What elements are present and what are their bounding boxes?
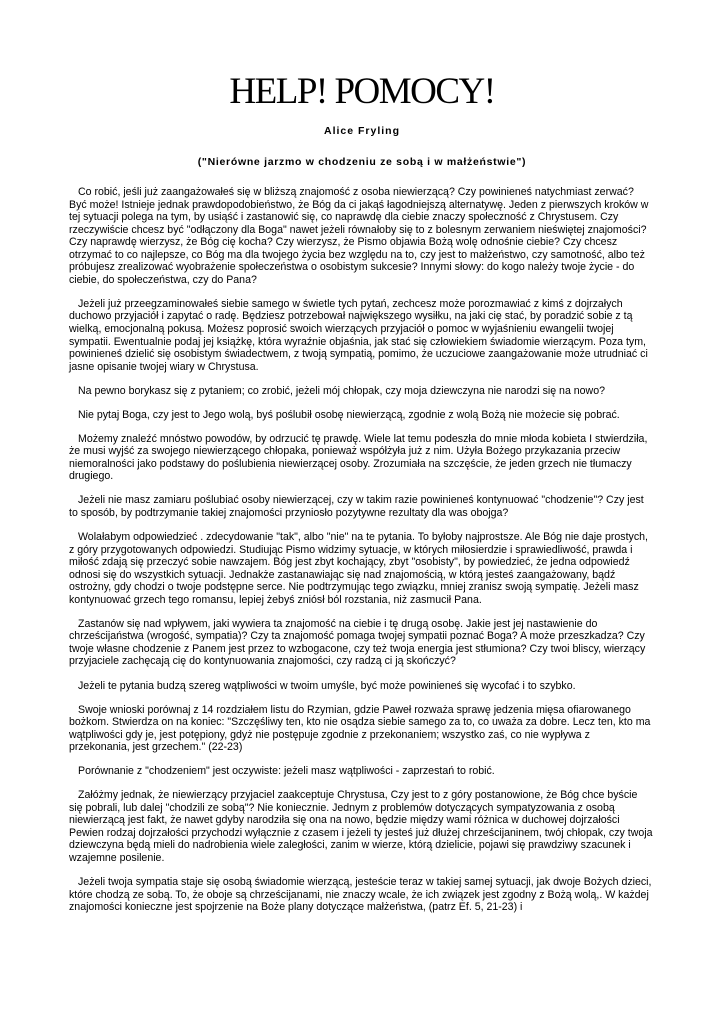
paragraph: Porównanie z "chodzeniem" jest oczywiste: jeżeli masz wątpliwości - zaprzestań to robić. [78,765,495,778]
paragraph: Wolałabym odpowiedzieć . zdecydowanie "tak", albo "nie" na te pytania. To byłoby najprostsze. Ale Bóg nie daje prostych, z góry przygotowanych odpowiedzi. Studiując Pismo widzimy sytuacje, w których miłosierdzie i sprawiedliwość, prawda i miłość zdają się przeczyć sobie nawzajem. Bóg jest zbyt kochający, zbyt "osobisty", by powiedzieć, że jedna odpowiedź odnosi się do wszystkich sytuacji. Jednakże zastanawiając się nad znajomością, w którą jesteś zaangażowany, bądź ostrożny, gdy chodzi o twoje podstępne serce. Nie podtrzymując tego związku, mniej zranisz swoją sympatię. Jeżeli masz kontynuować grzech tego romansu, lepiej żebyś zniósł ból rozstania, niż zasmucił Pana. [69,531,648,606]
paragraph: Nie pytaj Boga, czy jest to Jego wolą, byś poślubił osobę niewierzącą, zgodnie z wolą Bożą nie możecie się pobrać. [78,408,620,421]
paragraph: Jeżeli twoja sympatia staje się osobą świadomie wierzącą, jesteście teraz w takiej samej sytuacji, jak dwoje Bożych dzieci, które chodzą ze sobą. To, że oboje są chrześcijanami, nie znaczy wcale, że ich związek jest zgodny z Bożą wolą,. W każdej znajomości konieczne jest spojrzenie na Boże plany dotyczące małżeństwa, (patrz Ef. 5, 21-23) i [69,876,652,914]
paragraph: Na pewno borykasz się z pytaniem; co zrobić, jeżeli mój chłopak, czy moja dziewczyna nie narodzi się na nowo? [78,384,605,397]
paragraph: Co robić, jeśli już zaangażowałeś się w bliższą znajomość z osoba niewierzącą? Czy powinieneś natychmiast zerwać? Być może! Istnieje jednak prawdopodobieństwo, że Bóg da ci jakąś łagodniejszą alternatywę. Jeden z pierwszych kroków w tej sytuacji polega na tym, by usiąść i zastanowić się, co naprawdę dla ciebie znaczy społeczność z Chrystusem. Czy rzeczywiście chcesz być "odłączony dla Boga" nawet jeżeli równałoby się to z bolesnym zerwaniem nieświętej znajomości? Czy naprawdę wierzysz, że Bóg cię kocha? Czy wierzysz, że Pismo objawia Bożą wolę odnośnie ciebie? Czy chcesz otrzymać to co najlepsze, co Bóg ma dla twojego życia bez względu na to, czy jest to małżeństwo, czy samotność, albo też próbujesz zrealizować wyobrażenie społeczeństwa o osobistym sukcesie? Innymi słowy: do kogo należy twoje życie - do ciebie, do społeczeństwa, czy do Pana? [69,186,649,286]
document-title: HELP! POMOCY! [229,71,495,112]
document-subtitle: ("Nierówne jarzmo w chodzeniu ze sobą i w małżeństwie") [197,156,527,168]
paragraph: Swoje wnioski porównaj z 14 rozdziałem listu do Rzymian, gdzie Paweł rozważa sprawę jedzenia mięsa ofiarowanego bożkom. Stwierdza on na koniec: "Szczęśliwy ten, kto nie osądza siebie samego za to, co uważa za dobre. Lecz ten, kto ma wątpliwości gdy je, jest potępiony, gdyż nie postępuje zgodnie z przekonaniem; wszystko zaś, co nie wypływa z przekonania, jest grzechem." (22-23) [69,703,651,754]
paragraph: Jeżeli nie masz zamiaru poślubiać osoby niewierzącej, czy w takim razie powinieneś kontynuować "chodzenie"? Czy jest to sposób, by podtrzymanie takiej znajomości przyniosło pozytywne rezultaty dla was obojga? [69,494,644,519]
paragraph: Możemy znaleźć mnóstwo powodów, by odrzucić tę prawdę. Wiele lat temu podeszła do mnie młoda kobieta I stwierdziła, że musi wyjść za swojego niewierzącego chłopaka, ponieważ współżyła już z nim. Użyła Bożego przykazania przeciw niemoralności jako podstawy do poślubienia niewierzącej osoby. Zrozumiała na szczęście, że jeden grzech nie tłumaczy drugiego. [69,432,648,483]
paragraph: Jeżeli już przeegzaminowałeś siebie samego w świetle tych pytań, zechcesz może porozmawiać z kimś z dojrzałych duchowo przyjaciół i zapytać o radę. Będziesz potrzebował największego wysiłku, na jaki cię stać, by poradzić sobie z tą wielką, emocjonalną pokusą. Możesz poprosić swoich wierzących przyjaciół o pomoc w wyjaśnieniu ewangelii twojej sympatii. Ewentualnie podaj jej książkę, która wyraźnie objaśnia, jak stać się człowiekiem świadomie wierzącym. Poza tym, powinieneś dzielić się osobistym świadectwem, z twoją sympatią, pomimo, że uczuciowe zaangażowanie może utrudniać ci jasne opisanie twojej wiary w Chrystusa. [69,297,648,373]
paragraph: Załóżmy jednak, że niewierzący przyjaciel zaakceptuje Chrystusa, Czy jest to z góry postanowione, że Bóg chce byście się pobrali, lub dalej "chodzili ze sobą"? Nie koniecznie. Jednym z problemów dotyczących sympatyzowania z osobą niewierzącą jest fakt, że nawet gdyby narodziła się ona na nowo, będzie między wami różnica w duchowej dojrzałości Pewien rodzaj dojrzałości przychodzi wyłącznie z czasem i jeżeli ty jesteś już dłużej chrześcijaninem, twój chłopak, czy twoja dziewczyna będą mieli do nadrobienia wiele zaległości, zanim w wierze, którą dzielicie, pojawi się prawdziwy szacunek i wzajemne posilenie. [69,789,653,865]
author-name: Alice Fryling [323,125,400,137]
document-body [69,186,653,925]
paragraph: Jeżeli te pytania budzą szereg wątpliwości w twoim umyśle, być może powinieneś się wycofać i to szybko. [78,679,576,692]
paragraph: Zastanów się nad wpływem, jaki wywiera ta znajomość na ciebie i tę drugą osobę. Jakie jest jej nastawienie do chrześcijaństwa (wrogość, sympatia)? Czy ta znajomość pomaga twojej sympatii poznać Boga? A może przeszkadza? Czy twoje własne chodzenie z Panem jest przez to wzbogacone, czy też twoja energia jest stłumiona? Czy twoi bliscy, wierzący przyjaciele zachęcają cię do kontynuowania znajomości, czy radzą ci ją skończyć? [69,617,646,668]
